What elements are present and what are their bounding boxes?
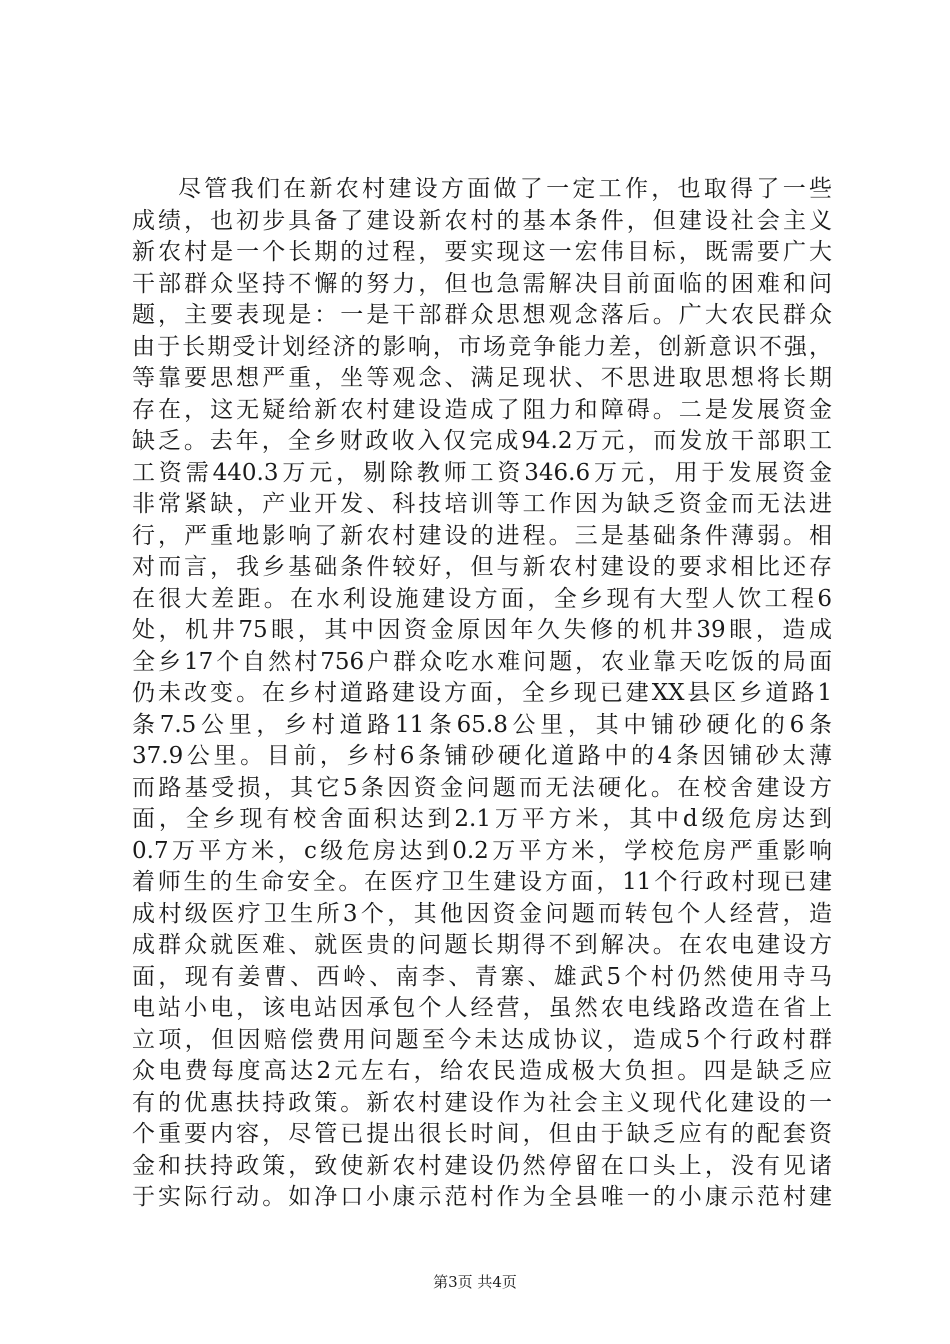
text-line: 0.7万平方米，c级危房达到0.2万平方米，学校危房严重影响 bbox=[132, 837, 832, 864]
text-line: 题，主要表现是：一是干部群众思想观念落后。广大农民群众 bbox=[132, 302, 832, 328]
text-line: 等靠要思想严重，坐等观念、满足现状、不思进取思想将长期 bbox=[132, 365, 832, 391]
text-line: 非常紧缺，产业开发、科技培训等工作因为缺乏资金而无法进 bbox=[132, 491, 832, 517]
text-line: 电站小电，该电站因承包个人经营，虽然农电线路改造在省上 bbox=[132, 995, 832, 1021]
text-line: 而路基受损，其它5条因资金问题而无法硬化。在校舍建设方 bbox=[132, 774, 832, 801]
text-line: 众电费每度高达2元左右，给农民造成极大负担。四是缺乏应 bbox=[132, 1058, 832, 1084]
text-line: 全乡17个自然村756户群众吃水难问题，农业靠天吃饭的局面 bbox=[132, 648, 832, 675]
text-line: 干部群众坚持不懈的努力，但也急需解决目前面临的困难和问 bbox=[132, 270, 832, 297]
text-line: 37.9公里。目前，乡村6条铺砂硬化道路中的4条因铺砂太薄 bbox=[132, 743, 832, 769]
text-line: 成绩，也初步具备了建设新农村的基本条件，但建设社会主义 bbox=[132, 207, 832, 234]
text-line: 金和扶持政策，致使新农村建设仍然停留在口头上，没有见诸 bbox=[132, 1152, 832, 1179]
text-line: 条7.5公里，乡村道路11条65.8公里，其中铺砂硬化的6条 bbox=[132, 711, 832, 738]
text-line: 着师生的生命安全。在医疗卫生建设方面，11个行政村现已建 bbox=[132, 869, 832, 895]
text-line: 在很大差距。在水利设施建设方面，全乡现有大型人饮工程6 bbox=[132, 585, 832, 612]
text-line: 尽管我们在新农村建设方面做了一定工作，也取得了一些 bbox=[178, 176, 832, 202]
text-line: 有的优惠扶持政策。新农村建设作为社会主义现代化建设的一 bbox=[132, 1089, 832, 1116]
text-line: 由于长期受计划经济的影响，市场竞争能力差，创新意识不强， bbox=[132, 333, 832, 360]
text-line: 工资需440.3万元，剔除教师工资346.6万元，用于发展资金 bbox=[132, 459, 832, 486]
page-number-footer: 第3页 共4页 bbox=[433, 1273, 517, 1291]
text-line: 存在，这无疑给新农村建设造成了阻力和障碍。二是发展资金 bbox=[132, 396, 832, 423]
text-line: 缺乏。去年，全乡财政收入仅完成94.2万元，而发放干部职工 bbox=[132, 428, 832, 454]
text-line: 新农村是一个长期的过程，要实现这一宏伟目标，既需要广大 bbox=[132, 239, 832, 265]
text-line: 对而言，我乡基础条件较好，但与新农村建设的要求相比还存 bbox=[132, 554, 832, 580]
text-line: 仍未改变。在乡村道路建设方面，全乡现已建XX县区乡道路1 bbox=[132, 680, 832, 706]
text-line: 于实际行动。如净口小康示范村作为全县唯一的小康示范村建 bbox=[132, 1184, 832, 1210]
text-line: 个重要内容，尽管已提出很长时间，但由于缺乏应有的配套资 bbox=[132, 1121, 832, 1147]
text-line: 成群众就医难、就医贵的问题长期得不到解决。在农电建设方 bbox=[132, 932, 832, 958]
text-line: 行，严重地影响了新农村建设的进程。三是基础条件薄弱。相 bbox=[132, 522, 832, 549]
text-line: 面，全乡现有校舍面积达到2.1万平方米，其中d级危房达到 bbox=[132, 806, 832, 832]
text-line: 面，现有姜曹、西岭、南李、青寨、雄武5个村仍然使用寺马 bbox=[132, 963, 832, 990]
text-line: 成村级医疗卫生所3个，其他因资金问题而转包个人经营，造 bbox=[132, 900, 832, 927]
text-line: 处，机井75眼，其中因资金原因年久失修的机井39眼，造成 bbox=[132, 617, 832, 643]
body-paragraph bbox=[132, 174, 832, 1214]
text-line: 立项，但因赔偿费用问题至今未达成协议，造成5个行政村群 bbox=[132, 1026, 832, 1053]
